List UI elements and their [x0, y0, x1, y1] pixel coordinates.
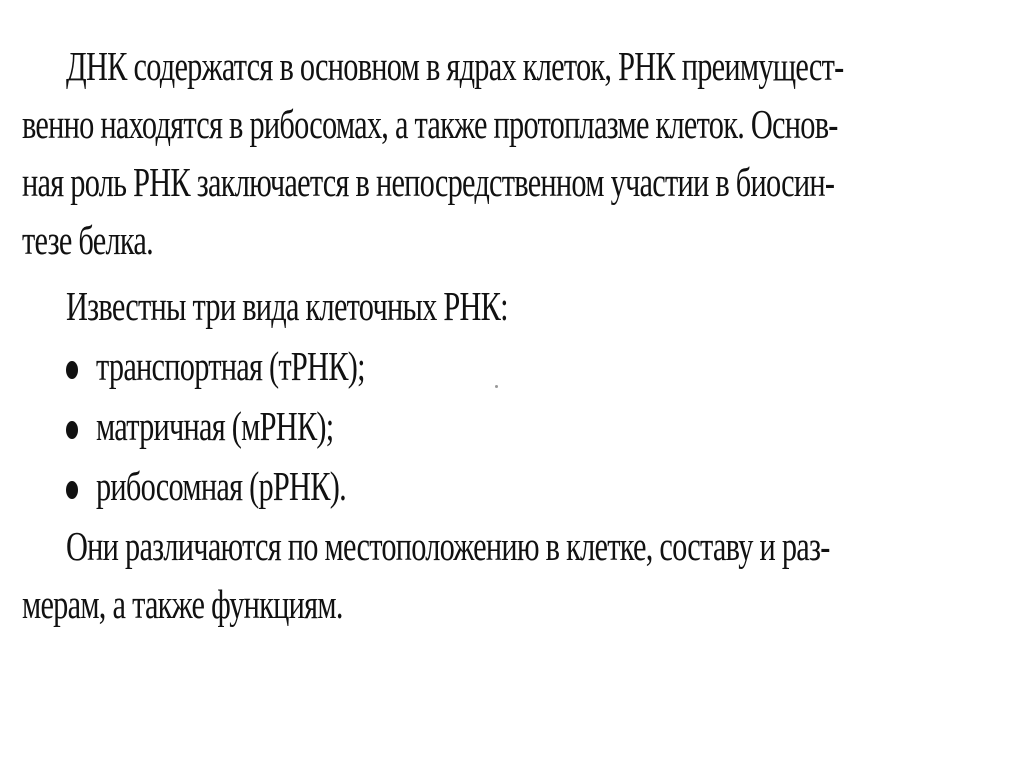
- paragraph-3-line-1: Они различаются по местоположению в клетке, составу и раз-: [66, 523, 830, 569]
- paragraph-3-line-2: мерам, а также функциям.: [22, 581, 343, 627]
- bullet-icon: [66, 481, 78, 499]
- paragraph-1-line-2: венно находятся в рибосомах, а также протоплазме клеток. Основ-: [22, 101, 838, 147]
- list-item-text: рибосомная (рРНК).: [96, 463, 346, 509]
- list-item-text: транспортная (тРНК);: [96, 343, 365, 389]
- list-item: [0, 338, 1024, 394]
- paragraph-1-line-4: тезе белка.: [22, 217, 153, 263]
- bullet-icon: [66, 361, 78, 379]
- list-item: [0, 398, 1024, 454]
- paragraph-2-text: Известны три вида клеточных РНК:: [66, 283, 508, 329]
- list-item-text: матричная (мРНК);: [96, 403, 334, 449]
- list-item: [0, 458, 1024, 514]
- scan-speck: [495, 385, 498, 388]
- bullet-icon: [66, 421, 78, 439]
- paragraph-1-line-3: ная роль РНК заключается в непосредственном участии в биосин-: [22, 159, 835, 205]
- paragraph-1-line-1: ДНК содержатся в основном в ядрах клеток, РНК преимущест-: [66, 43, 844, 89]
